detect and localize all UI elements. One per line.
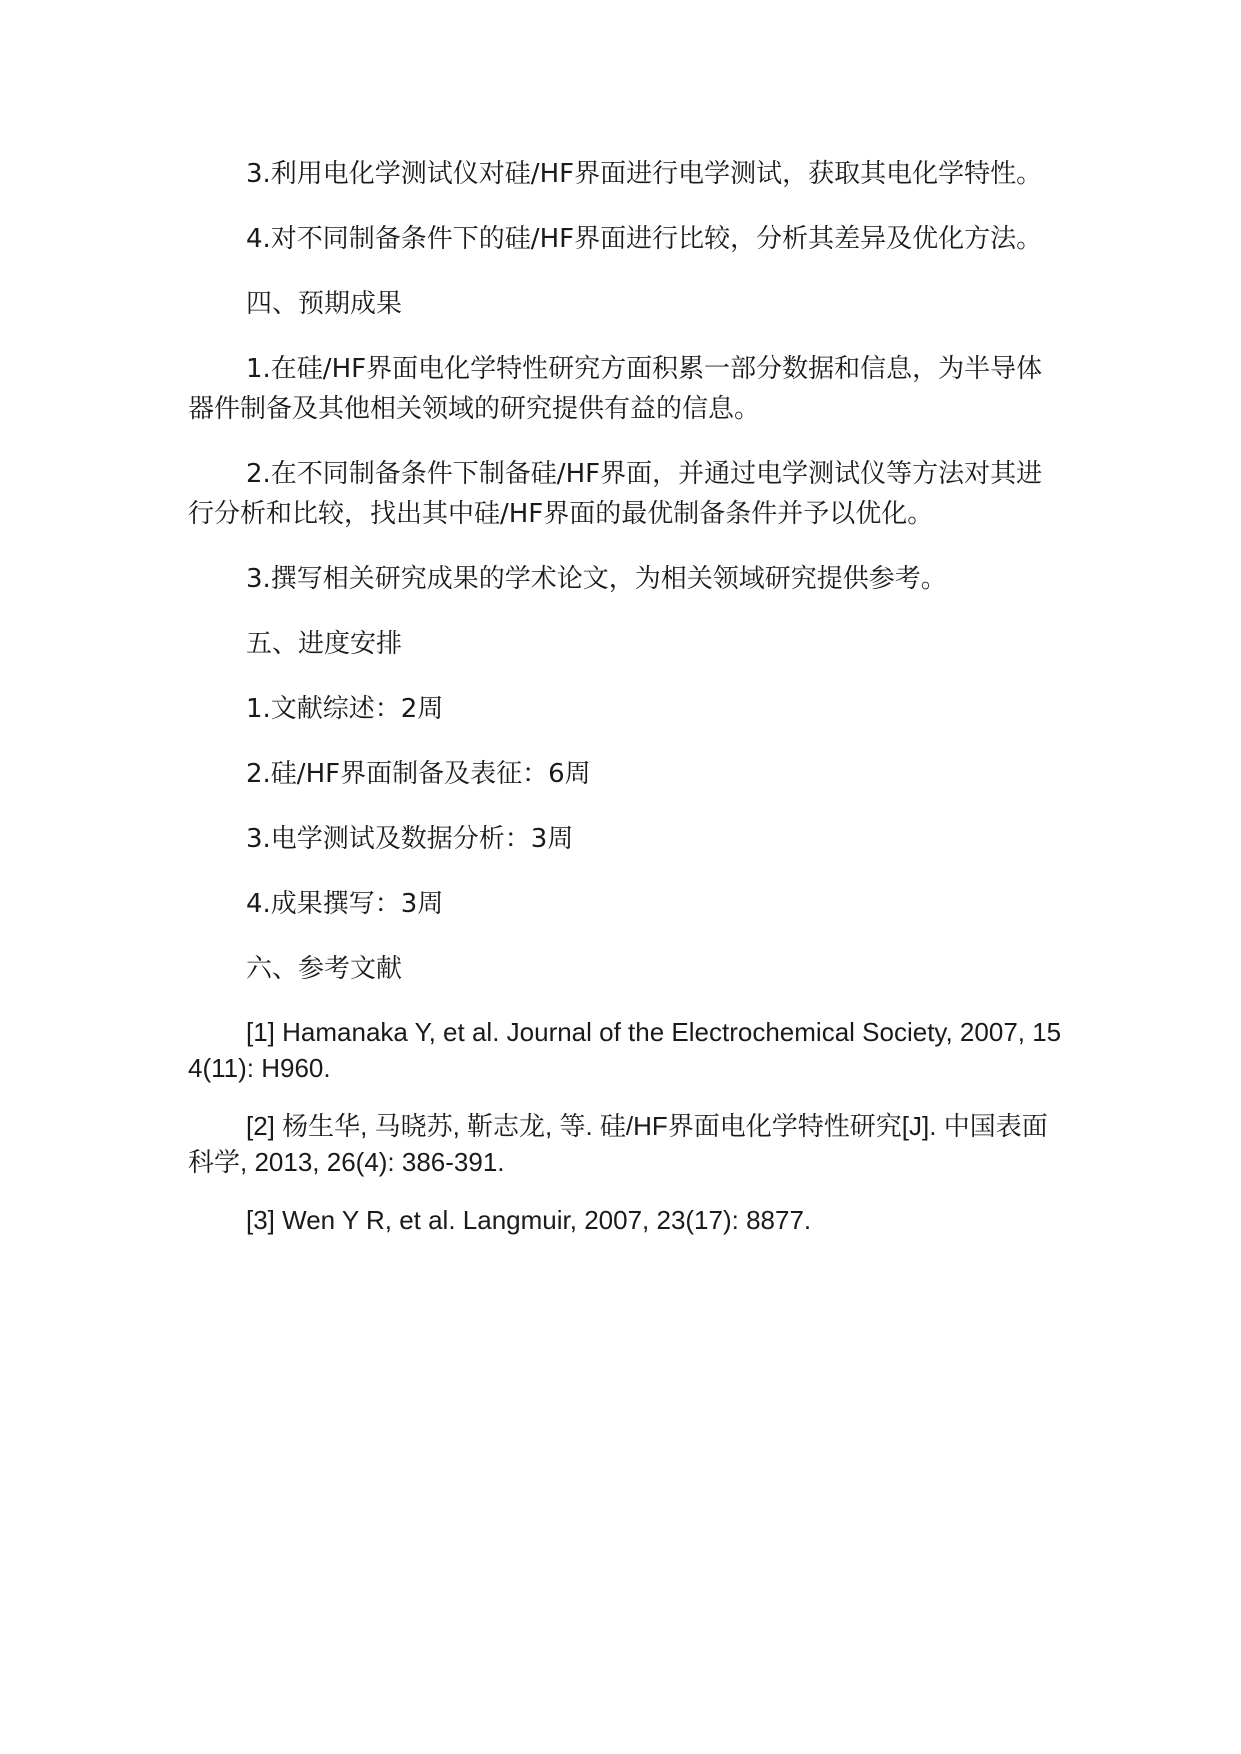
schedule-item-1: 1.文献综述：2周 xyxy=(246,694,444,724)
section-heading-schedule: 五、进度安排 xyxy=(246,629,403,659)
paragraph-method-step-3: 3.利用电化学测试仪对硅/HF界面进行电学测试，获取其电化学特性。 xyxy=(246,159,1043,189)
schedule-item-4: 4.成果撰写：3周 xyxy=(246,889,444,919)
schedule-item-3: 3.电学测试及数据分析：3周 xyxy=(246,824,574,854)
paragraph-expected-2: 2.在不同制备条件下制备硅/HF界面，并通过电学测试仪等方法对其进行分析和比较，找出其中硅/HF界面的最优制备条件并予以优化。 xyxy=(188,459,1043,529)
paragraph-method-step-4: 4.对不同制备条件下的硅/HF界面进行比较，分析其差异及优化方法。 xyxy=(246,224,1043,254)
reference-item-1: [1] Hamanaka Y, et al. Journal of the Electrochemical Society, 2007, 154(11): H960. xyxy=(188,1017,1062,1083)
section-heading-expected-results: 四、预期成果 xyxy=(246,289,403,319)
paragraph-expected-3: 3.撰写相关研究成果的学术论文，为相关领域研究提供参考。 xyxy=(246,564,947,594)
schedule-item-2: 2.硅/HF界面制备及表征：6周 xyxy=(246,759,591,789)
reference-item-2: [2] 杨生华, 马晓苏, 靳志龙, 等. 硅/HF界面电化学特性研究[J]. 中国表面科学, 2013, 26(4): 386-391. xyxy=(188,1111,1048,1177)
reference-item-3: [3] Wen Y R, et al. Langmuir, 2007, 23(17): 8877. xyxy=(246,1205,812,1235)
paragraph-expected-1: 1.在硅/HF界面电化学特性研究方面积累一部分数据和信息，为半导体器件制备及其他相关领域的研究提供有益的信息。 xyxy=(188,354,1043,424)
document-body xyxy=(188,154,1068,1260)
section-heading-references: 六、参考文献 xyxy=(246,954,403,984)
